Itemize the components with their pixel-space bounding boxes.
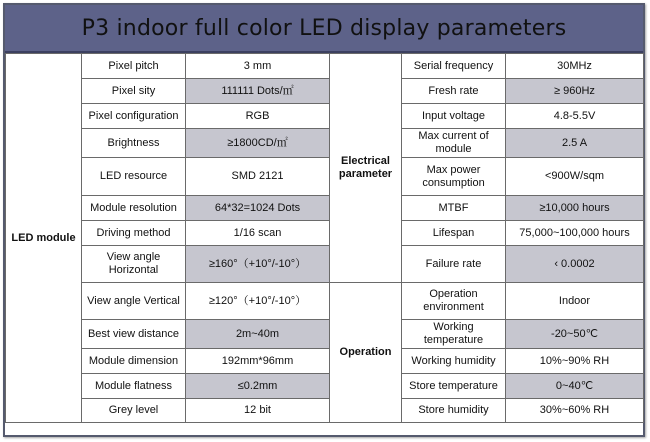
spec-value: 0~40℃ (506, 374, 644, 399)
spec-table-body (6, 54, 644, 423)
spec-value: 64*32=1024 Dots (186, 196, 330, 221)
spec-label: Store humidity (402, 399, 506, 423)
spec-sheet (3, 3, 645, 437)
spec-value: 10%~90% RH (506, 349, 644, 374)
table-row (6, 54, 644, 79)
table-row (6, 221, 644, 246)
spec-label: MTBF (402, 196, 506, 221)
spec-label: Input voltage (402, 104, 506, 129)
spec-label: Pixel pitch (82, 54, 186, 79)
spec-value: SMD 2121 (186, 158, 330, 196)
spec-label: Pixel sity (82, 79, 186, 104)
spec-value: ≥1800CD/㎡ (186, 129, 330, 158)
spec-label: Module dimension (82, 349, 186, 374)
spec-label: Grey level (82, 399, 186, 423)
spec-value: 1/16 scan (186, 221, 330, 246)
spec-label: Pixel configuration (82, 104, 186, 129)
table-row (6, 320, 644, 349)
spec-label: Operation environment (402, 283, 506, 320)
spec-label: Max current of module (402, 129, 506, 158)
title-bar (5, 5, 643, 53)
spec-label: Serial frequency (402, 54, 506, 79)
spec-value: 192mm*96mm (186, 349, 330, 374)
group-operation: Operation (330, 283, 402, 423)
spec-value: RGB (186, 104, 330, 129)
group-led-module: LED module (6, 54, 82, 423)
table-row (6, 129, 644, 158)
table-row (6, 79, 644, 104)
page-title: P3 indoor full color LED display parameters (81, 15, 567, 41)
spec-value: ≥10,000 hours (506, 196, 644, 221)
spec-value: ≥120°（+10°/-10°） (186, 283, 330, 320)
spec-value: 111111 Dots/㎡ (186, 79, 330, 104)
spec-label: View angle Vertical (82, 283, 186, 320)
spec-value: 12 bit (186, 399, 330, 423)
spec-label: Fresh rate (402, 79, 506, 104)
spec-label: Brightness (82, 129, 186, 158)
table-row (6, 196, 644, 221)
spec-label: Working temperature (402, 320, 506, 349)
spec-label: Store temperature (402, 374, 506, 399)
table-row (6, 349, 644, 374)
spec-value: ≥ 960Hz (506, 79, 644, 104)
group-electrical-parameter: Electrical parameter (330, 54, 402, 283)
spec-label: View angle Horizontal (82, 246, 186, 283)
spec-table (5, 53, 644, 423)
spec-value: 30%~60% RH (506, 399, 644, 423)
spec-label: Driving method (82, 221, 186, 246)
spec-value: 4.8-5.5V (506, 104, 644, 129)
spec-label: Best view distance (82, 320, 186, 349)
spec-label: Max power consumption (402, 158, 506, 196)
spec-value: Indoor (506, 283, 644, 320)
table-row (6, 158, 644, 196)
spec-value: 2.5 A (506, 129, 644, 158)
spec-value: <900W/sqm (506, 158, 644, 196)
spec-label: Working humidity (402, 349, 506, 374)
spec-label: Lifespan (402, 221, 506, 246)
table-row (6, 246, 644, 283)
table-row (6, 104, 644, 129)
spec-value: ‹ 0.0002 (506, 246, 644, 283)
spec-value: 30MHz (506, 54, 644, 79)
spec-value: -20~50℃ (506, 320, 644, 349)
spec-value: ≤0.2mm (186, 374, 330, 399)
spec-value: 3 mm (186, 54, 330, 79)
spec-value: ≥160°（+10°/-10°） (186, 246, 330, 283)
table-row (6, 283, 644, 320)
spec-value: 75,000~100,000 hours (506, 221, 644, 246)
table-row (6, 399, 644, 423)
table-row (6, 374, 644, 399)
spec-label: Failure rate (402, 246, 506, 283)
spec-label: Module flatness (82, 374, 186, 399)
spec-label: Module resolution (82, 196, 186, 221)
spec-value: 2m~40m (186, 320, 330, 349)
spec-label: LED resource (82, 158, 186, 196)
